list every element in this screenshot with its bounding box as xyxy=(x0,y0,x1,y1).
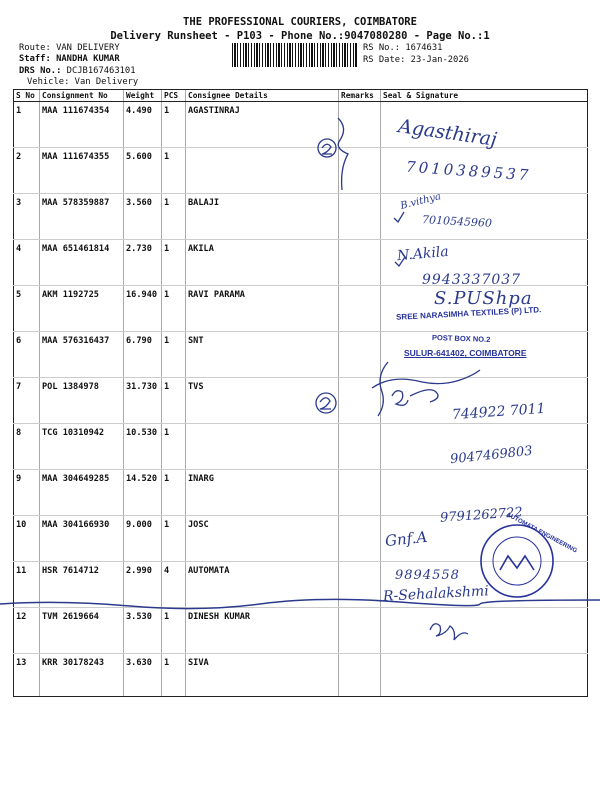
cell-consignment: MAA 576316437 xyxy=(40,332,124,378)
handwriting-phone: 744922 7011 xyxy=(451,400,546,424)
circled-two-digit xyxy=(322,144,332,154)
cell-sno: 10 xyxy=(14,516,40,562)
cell-pcs: 1 xyxy=(162,608,186,654)
cell-weight: 3.530 xyxy=(124,608,162,654)
cell-consignment: TVM 2619664 xyxy=(40,608,124,654)
cell-consignment: MAA 304649285 xyxy=(40,470,124,516)
staff-text: Staff: NANDHA KUMAR xyxy=(19,54,120,64)
cell-sno: 13 xyxy=(14,654,40,697)
col-consignment: Consignment No xyxy=(40,90,124,102)
cell-pcs: 1 xyxy=(162,424,186,470)
rs-date: RS Date: 23-Jan-2026 xyxy=(363,55,469,65)
cell-consignment: HSR 7614712 xyxy=(40,562,124,608)
bracket-mark xyxy=(378,362,388,416)
cell-consignee: BALAJI xyxy=(186,194,339,240)
drs-value: DCJB167463101 xyxy=(66,66,136,76)
cell-sno: 8 xyxy=(14,424,40,470)
cell-weight: 2.730 xyxy=(124,240,162,286)
route-text: Route: VAN DELIVERY xyxy=(19,43,120,53)
col-remarks: Remarks xyxy=(339,90,381,102)
cell-consignee: AUTOMATA xyxy=(186,562,339,608)
handwriting-phone: 9047469803 xyxy=(449,443,534,468)
cell-consignee: SIVA xyxy=(186,654,339,697)
tick-mark xyxy=(394,212,404,222)
cell-consignee: TVS xyxy=(186,378,339,424)
handwriting-signature: B.vithya xyxy=(399,191,443,212)
stamp-address: SULUR-641402, COIMBATORE xyxy=(404,348,527,358)
pen-line xyxy=(0,599,600,608)
cell-consignee: INARG xyxy=(186,470,339,516)
col-sno: S No xyxy=(14,90,40,102)
cell-consignment: MAA 304166930 xyxy=(40,516,124,562)
cell-weight: 9.000 xyxy=(124,516,162,562)
cell-sno: 9 xyxy=(14,470,40,516)
cell-pcs: 1 xyxy=(162,470,186,516)
cell-consignment: MAA 651461814 xyxy=(40,240,124,286)
cell-weight: 4.490 xyxy=(124,102,162,148)
handwriting-phone: 9791262722 xyxy=(439,505,524,526)
cell-pcs: 1 xyxy=(162,194,186,240)
cell-pcs: 1 xyxy=(162,332,186,378)
cell-sno: 12 xyxy=(14,608,40,654)
cell-weight: 5.600 xyxy=(124,148,162,194)
cell-sno: 7 xyxy=(14,378,40,424)
drs-label: DRS No.: xyxy=(19,66,62,76)
cell-consignee: SNT xyxy=(186,332,339,378)
automata-seal-text: AUTOMATA ENGINEERING xyxy=(505,511,579,555)
cell-pcs: 1 xyxy=(162,378,186,424)
col-signature: Seal & Signature xyxy=(381,90,588,102)
automata-logo xyxy=(500,556,534,570)
cell-pcs: 1 xyxy=(162,516,186,562)
runsheet-subtitle: Delivery Runsheet - P103 - Phone No.:9047080280 - Page No.:1 xyxy=(110,30,490,42)
cell-weight: 10.530 xyxy=(124,424,162,470)
cell-consignment: POL 1384978 xyxy=(40,378,124,424)
cell-weight: 2.990 xyxy=(124,562,162,608)
cell-sno: 6 xyxy=(14,332,40,378)
signature-scribble xyxy=(372,370,480,388)
rs-number: RS No.: 1674631 xyxy=(363,43,443,53)
cell-pcs: 1 xyxy=(162,654,186,697)
stamp-postbox: POST BOX NO.2 xyxy=(431,332,491,345)
cell-consignment: MAA 111674354 xyxy=(40,102,124,148)
signature-scribble xyxy=(392,391,408,406)
cell-consignee: JOSC xyxy=(186,516,339,562)
cell-sno: 4 xyxy=(14,240,40,286)
cell-pcs: 1 xyxy=(162,102,186,148)
cell-weight: 16.940 xyxy=(124,286,162,332)
cell-sno: 2 xyxy=(14,148,40,194)
circled-two-digit xyxy=(320,398,331,409)
cell-consignment: MAA 578359887 xyxy=(40,194,124,240)
vehicle-text: Vehicle: Van Delivery xyxy=(27,77,139,87)
col-consignee: Consignee Details xyxy=(186,90,339,102)
handwriting-phone: 7010389537 xyxy=(405,157,532,185)
cell-pcs: 1 xyxy=(162,240,186,286)
cell-weight: 31.730 xyxy=(124,378,162,424)
cell-pcs: 4 xyxy=(162,562,186,608)
cell-consignee: AKILA xyxy=(186,240,339,286)
circled-two-mark xyxy=(316,393,336,413)
cell-consignment: TCG 10310942 xyxy=(40,424,124,470)
cell-pcs: 1 xyxy=(162,148,186,194)
stamp-company: SREE NARASIMHA TEXTILES (P) LTD. xyxy=(395,305,542,322)
cell-weight: 14.520 xyxy=(124,470,162,516)
handwriting-phone: 9943337037 xyxy=(422,272,522,288)
cell-weight: 3.560 xyxy=(124,194,162,240)
bracket-mark xyxy=(338,118,348,190)
cell-consignment: MAA 111674355 xyxy=(40,148,124,194)
handwriting-signature: N.Akila xyxy=(396,243,450,265)
handwriting-signature: Agasthiraj xyxy=(396,115,499,151)
cell-sno: 11 xyxy=(14,562,40,608)
cell-pcs: 1 xyxy=(162,286,186,332)
signature-scribble xyxy=(430,624,468,640)
handwriting-signature: Gnf.A xyxy=(384,527,429,551)
handwriting-phone: 7010545960 xyxy=(421,213,493,230)
cell-consignment: KRR 30178243 xyxy=(40,654,124,697)
handwriting-signature: R-Sehalakshmi xyxy=(382,583,490,605)
cell-sno: 3 xyxy=(14,194,40,240)
cell-weight: 3.630 xyxy=(124,654,162,697)
handwriting-phone: 9894558 xyxy=(395,568,460,583)
cell-consignment: AKM 1192725 xyxy=(40,286,124,332)
col-weight: Weight xyxy=(124,90,162,102)
cell-consignee: AGASTINRAJ xyxy=(186,102,339,148)
cell-weight: 6.790 xyxy=(124,332,162,378)
handwriting-signature: S.PUShpa xyxy=(434,288,533,309)
signature-scribble xyxy=(410,390,438,402)
company-title: THE PROFESSIONAL COURIERS, COIMBATORE xyxy=(183,16,417,28)
cell-consignee: RAVI PARAMA xyxy=(186,286,339,332)
col-pcs: PCS xyxy=(162,90,186,102)
cell-sno: 1 xyxy=(14,102,40,148)
cell-consignee: DINESH KUMAR xyxy=(186,608,339,654)
cell-sno: 5 xyxy=(14,286,40,332)
automata-seal-inner xyxy=(493,537,541,585)
